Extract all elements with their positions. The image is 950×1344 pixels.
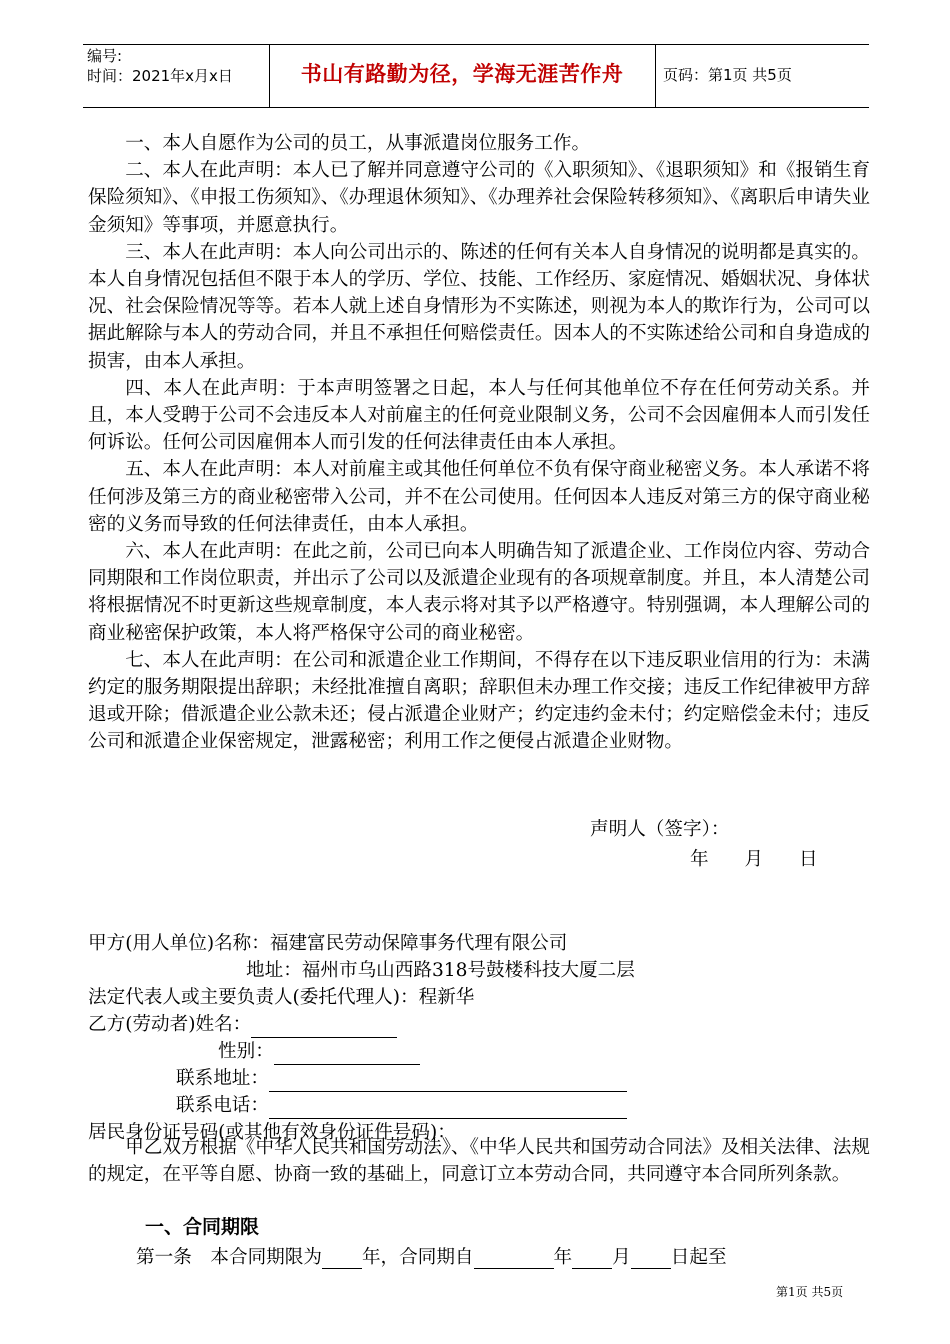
party-b-gender-row bbox=[88, 1038, 870, 1065]
contract-years-field[interactable] bbox=[322, 1246, 362, 1269]
parties-block bbox=[88, 930, 870, 1146]
clause-1-text: 月 bbox=[612, 1247, 631, 1268]
header-meta bbox=[87, 46, 233, 86]
party-a-name-label: 甲方(用人单位)名称： bbox=[88, 933, 270, 954]
party-b-phone-label: 联系电话： bbox=[176, 1095, 269, 1116]
contract-intro-block bbox=[88, 1134, 870, 1188]
declaration-paragraph: 五、本人在此声明：本人对前雇主或其他任何单位不负有保守商业秘密义务。本人承诺不将任何涉及第三方的商业秘密带入公司，并不在公司使用。任何因本人违反对第三方的保守商业秘密的义务而导致的任何法律责任，由本人承担。 bbox=[88, 459, 870, 535]
document-time-label: 时间：2021年x月x日 bbox=[87, 67, 233, 85]
start-year-field[interactable] bbox=[474, 1246, 554, 1269]
party-b-address-row bbox=[88, 1065, 870, 1092]
page-header bbox=[83, 44, 869, 108]
party-a-address-row bbox=[88, 957, 870, 984]
clause-1-text: 第一条 本合同期限为 bbox=[136, 1247, 322, 1268]
header-bottom-rule bbox=[83, 107, 869, 108]
start-month-field[interactable] bbox=[572, 1246, 612, 1269]
clause-1-text: 年，合同期自 bbox=[361, 1247, 474, 1268]
party-b-gender-field[interactable] bbox=[274, 1044, 420, 1065]
party-b-name-row bbox=[88, 1011, 870, 1038]
party-b-name-label: 乙方(劳动者)姓名： bbox=[88, 1014, 252, 1035]
declarant-signature-label: 声明人（签字）： bbox=[590, 819, 730, 840]
declaration-paragraph: 七、本人在此声明：在公司和派遣企业工作期间，不得存在以下违反职业信用的行为：未满约定的服务期限提出辞职；未经批准擅自离职；辞职但未办理工作交接；违反工作纪律被甲方辞退或开除；借派遣企业公款未还；侵占派遣企业财产；约定违约金未付；约定赔偿金未付；违反公司和派遣企业保密规定，泄露秘密；利用工作之便侵占派遣企业财物。 bbox=[88, 649, 870, 753]
header-motto: 书山有路勤为径，学海无涯苦作舟 bbox=[300, 62, 624, 86]
header-page-number: 页码：第1页 共5页 bbox=[663, 66, 792, 84]
declaration-paragraph: 一、本人自愿作为公司的员工，从事派遣岗位服务工作。 bbox=[125, 133, 591, 154]
party-b-address-field[interactable] bbox=[269, 1071, 627, 1092]
contract-intro: 甲乙双方根据《中华人民共和国劳动法》、《中华人民共和国劳动合同法》及相关法律、法规的规定，在平等自愿、协商一致的基础上，同意订立本劳动合同，共同遵守本合同所列条款。 bbox=[88, 1137, 870, 1186]
declaration-paragraph: 二、本人在此声明：本人已了解并同意遵守公司的《入职须知》、《退职须知》和《报销生育保险须知》、《申报工伤须知》、《办理退休须知》、《办理养社会保险转移须知》、《离职后申请失业金须知》等事项，并愿意执行。 bbox=[88, 160, 870, 236]
party-a-rep-row bbox=[88, 984, 870, 1011]
clause-1 bbox=[136, 1243, 727, 1269]
declaration-body bbox=[88, 130, 870, 756]
party-a-name-value: 福建富民劳动保障事务代理有限公司 bbox=[269, 933, 568, 954]
declaration-paragraph: 六、本人在此声明：在此之前，公司已向本人明确告知了派遣企业、工作岗位内容、劳动合同期限和工作岗位职责，并出示了公司以及派遣企业现有的各项规章制度。并且，本人清楚公司将根据情况不时更新这些规章制度，本人表示将对其予以严格遵守。特别强调，本人理解公司的商业秘密保护政策，本人将严格保守公司的商业秘密。 bbox=[88, 541, 870, 644]
party-b-phone-row bbox=[88, 1092, 870, 1119]
party-b-name-field[interactable] bbox=[251, 1017, 397, 1038]
start-day-field[interactable] bbox=[631, 1246, 671, 1269]
party-b-gender-label: 性别： bbox=[218, 1041, 274, 1062]
party-a-name-row bbox=[88, 930, 870, 957]
header-divider bbox=[655, 44, 656, 108]
signature-date-label: 年 月 日 bbox=[690, 849, 818, 870]
header-top-rule bbox=[83, 44, 869, 45]
party-a-rep-label: 法定代表人或主要负责人(委托代理人)： bbox=[88, 987, 419, 1008]
signature-block bbox=[590, 815, 818, 875]
party-a-address-value: 福州市乌山西路318号鼓楼科技大厦二层 bbox=[301, 960, 635, 981]
declaration-paragraph: 三、本人在此声明：本人向公司出示的、陈述的任何有关本人自身情况的说明都是真实的。本人自身情况包括但不限于本人的学历、学位、技能、工作经历、家庭情况、婚姻状况、身体状况、社会保险情况等等。若本人就上述自身情形为不实陈述，则视为本人的欺诈行为，公司可以据此解除与本人的劳动合同，并且不承担任何赔偿责任。因本人的不实陈述给公司和自身造成的损害，由本人承担。 bbox=[88, 241, 870, 372]
party-a-address-label: 地址： bbox=[246, 960, 302, 981]
party-a-rep-value: 程新华 bbox=[418, 987, 475, 1008]
party-b-phone-field[interactable] bbox=[269, 1098, 627, 1119]
declaration-paragraph: 四、本人在此声明：于本声明签署之日起，本人与任何其他单位不存在任何劳动关系。并且，本人受聘于公司不会违反本人对前雇主的任何竞业限制义务，公司不会因雇佣本人而引发任何诉讼。任何公司因雇佣本人而引发的任何法律责任由本人承担。 bbox=[88, 377, 870, 454]
clause-1-text: 年 bbox=[553, 1247, 573, 1268]
section-title: 一、合同期限 bbox=[145, 1216, 260, 1238]
clause-1-text: 日起至 bbox=[670, 1247, 727, 1268]
party-b-id-label: 居民身份证号码(或其他有效身份证件号码)： bbox=[88, 1122, 456, 1143]
party-b-address-label: 联系地址： bbox=[176, 1068, 269, 1089]
page-footer: 第1页 共5页 bbox=[776, 1285, 844, 1299]
document-number-label: 编号: bbox=[87, 47, 123, 65]
